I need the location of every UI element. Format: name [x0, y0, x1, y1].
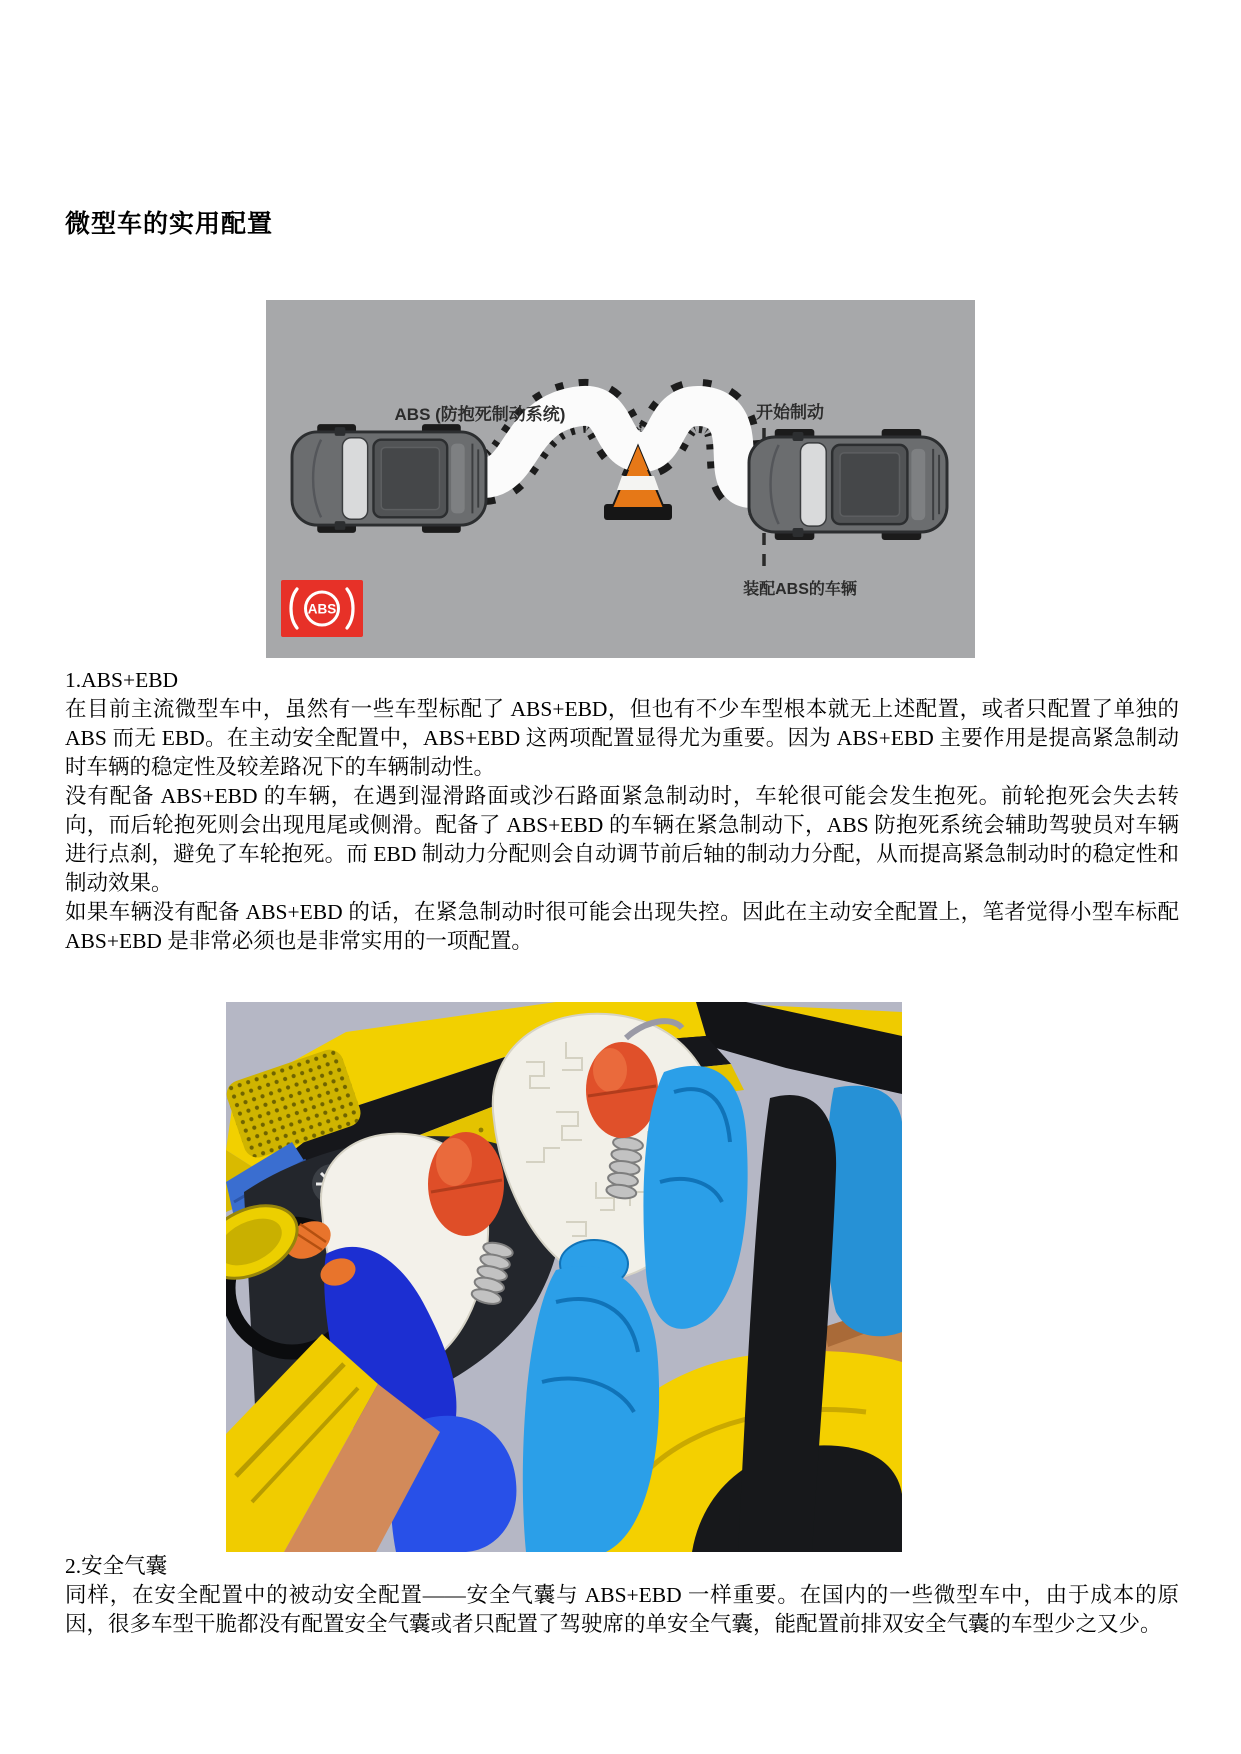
- abs-system-label: ABS (防抱死制动系统): [394, 405, 566, 424]
- section2-heading: 2.安全气囊: [65, 1554, 168, 1578]
- equipped-vehicle-label: 装配ABS的车辆: [743, 581, 857, 598]
- airbag-illustration: [226, 1002, 902, 1552]
- abs-badge-text: ABS: [307, 601, 337, 617]
- section2-paragraph-1: 同样，在安全配置中的被动安全配置——安全气囊与 ABS+EBD 一样重要。在国内的一些微型车中，由于成本的原因，很多车型干脆都没有配置安全气囊或者只配置了驾驶席的单安全气囊，能配置前排双安全气囊的车型少之又少。: [65, 1583, 1179, 1636]
- abs-diagram-figure: [266, 300, 975, 658]
- section-abs-ebd: [65, 666, 1179, 956]
- abs-diagram: [266, 300, 975, 658]
- section1-paragraph-1: 在目前主流微型车中，虽然有一些车型标配了 ABS+EBD，但也有不少车型根本就无上述配置，或者只配置了单独的 ABS 而无 EBD。在主动安全配置中，ABS+EBD 这两项配置显得尤为重要。因为 ABS+EBD 主要作用是提高紧急制动时车辆的稳定性及较差路况下的车辆制动性。: [65, 697, 1179, 779]
- abs-warning-icon: [281, 580, 363, 637]
- passenger-dummy-head: [586, 1042, 658, 1138]
- car-start-position: [749, 429, 947, 540]
- section1-paragraph-2: 没有配备 ABS+EBD 的车辆，在遇到湿滑路面或沙石路面紧急制动时，车轮很可能会发生抱死。前轮抱死会失去转向，而后轮抱死则会出现甩尾或侧滑。配备了 ABS+EBD 的车辆在紧急制动下，ABS 防抱死系统会辅助驾驶员对车辆进行点刹，避免了车轮抱死。而 EBD 制动力分配则会自动调节前后轴的制动力分配，从而提高紧急制动时的稳定性和制动效果。: [65, 784, 1179, 895]
- car-with-abs: [292, 424, 486, 533]
- page-title: 微型车的实用配置: [65, 211, 274, 238]
- section1-paragraph-3: 如果车辆没有配备 ABS+EBD 的话，在紧急制动时很可能会出现失控。因此在主动安全配置上，笔者觉得小型车标配 ABS+EBD 是非常必须也是非常实用的一项配置。: [65, 900, 1179, 953]
- start-braking-label: 开始制动: [756, 403, 824, 422]
- rear-seat: [826, 1086, 902, 1336]
- section1-heading: 1.ABS+EBD: [65, 668, 179, 692]
- section-airbag: [65, 1552, 1179, 1639]
- driver-dummy-head: [428, 1132, 504, 1236]
- airbag-crashtest-figure: [226, 1002, 902, 1552]
